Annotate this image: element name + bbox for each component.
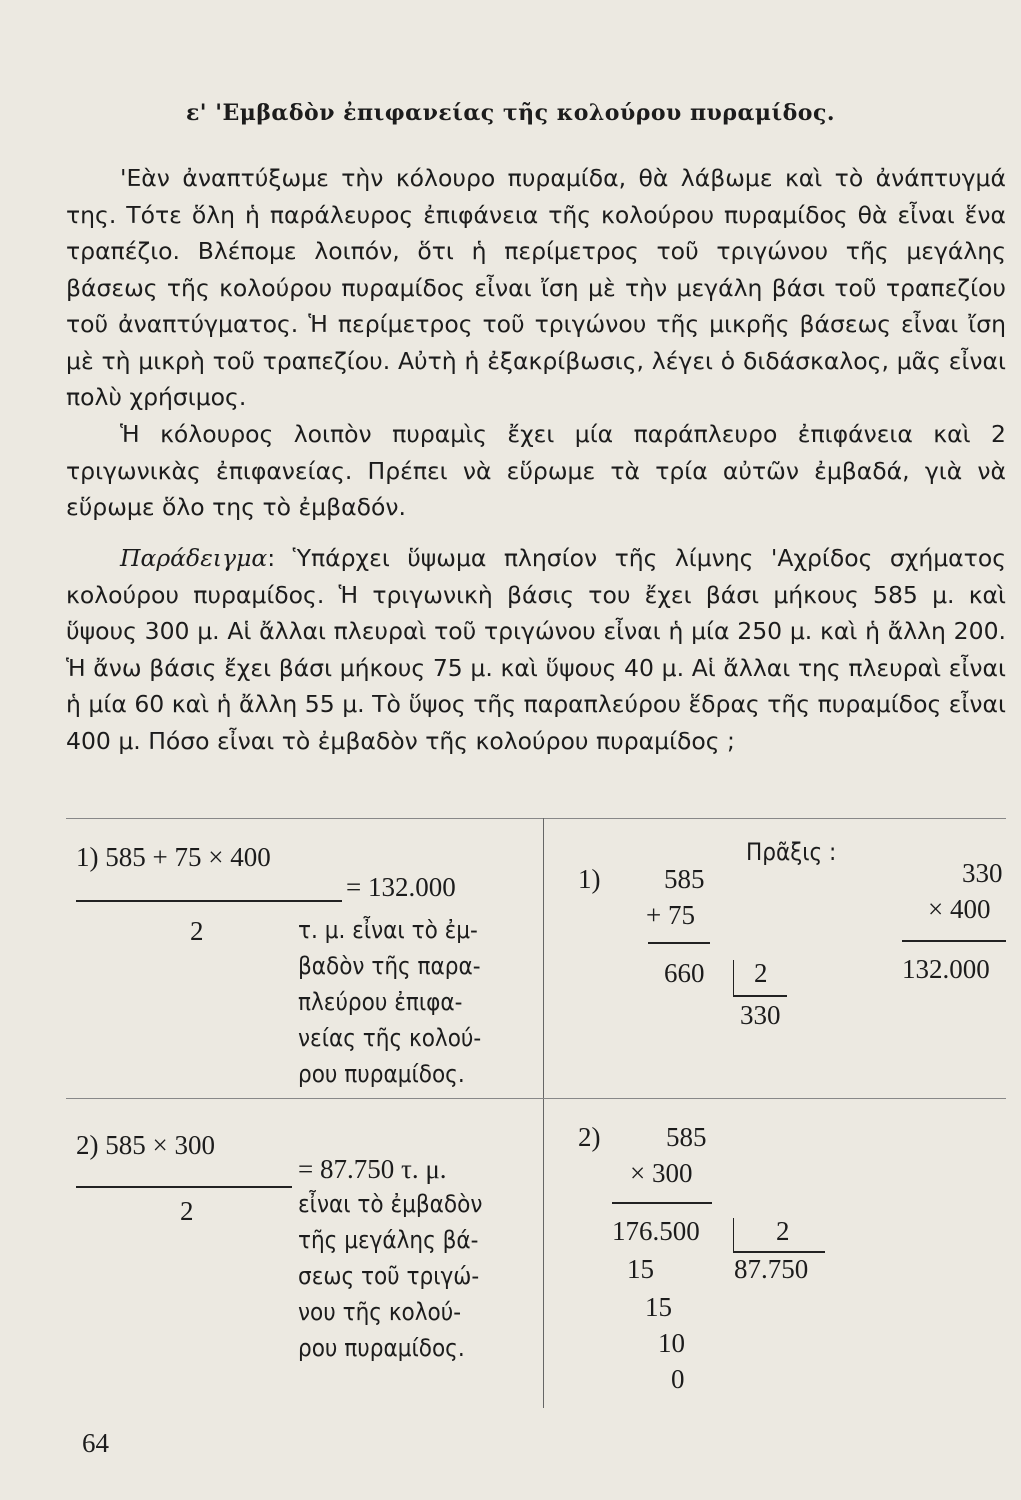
section-heading: ε' 'Εμβαδὸν ἐπιφανείας τῆς κολούρου πυραμίδος.: [185, 100, 836, 126]
calc-1-label: 1): [578, 864, 601, 894]
calc-1-mul-line: [902, 940, 1006, 942]
calc-1-div-vline: [733, 960, 734, 996]
paragraph-example: [66, 540, 1006, 759]
calc-2-step-4: 0: [671, 1364, 685, 1394]
table-middle-rule: [66, 1098, 1006, 1099]
calc-2-step-1: 15: [627, 1254, 654, 1284]
formula-1: 1) 585 + 75 × 400: [76, 842, 271, 872]
fraction-bar-2: [76, 1186, 292, 1188]
desc-1-line-1: τ. μ. εἶναι τὸ ἐμ-: [298, 916, 478, 944]
desc-1-line-4: νείας τῆς κολού-: [298, 1024, 482, 1052]
formula-2: 2) 585 × 300: [76, 1130, 215, 1160]
calc-1-div-divisor: 2: [754, 958, 768, 988]
calc-1-add-top: 585: [664, 864, 705, 894]
calc-1-add-operand: + 75: [646, 900, 695, 930]
calc-2-div-quotient: 87.750: [734, 1254, 809, 1284]
desc-1-line-3: πλεύρου ἐπιφα-: [298, 988, 463, 1016]
divisor-1: 2: [190, 916, 204, 946]
calc-2-div-vline: [733, 1218, 734, 1252]
desc-2-line-1: εἶναι τὸ ἐμβαδὸν: [298, 1190, 483, 1218]
calc-2-mul-result: 176.500: [612, 1216, 700, 1246]
calc-2-label: 2): [578, 1122, 601, 1152]
calc-1-div-quotient: 330: [740, 1000, 781, 1030]
paragraph-surfaces: Ἡ κόλουρος λοιπὸν πυραμὶς ἔχει μία παράπλευρο ἐπιφάνεια καὶ 2 τριγωνικὰς ἐπιφανείας. Πρέπει νὰ εὕρωμε τὰ τρία αὐτῶν ἐμβαδά, γιὰ νὰ εὕρωμε ὅλο της τὸ ἐμβαδόν.: [66, 420, 1006, 521]
calc-2-step-3: 10: [658, 1328, 685, 1358]
calc-2-mul-operand: × 300: [630, 1158, 693, 1188]
result-2: = 87.750 τ. μ.: [298, 1154, 447, 1184]
calc-1-mul-operand: × 400: [928, 894, 991, 924]
calc-1-add-sum: 660: [664, 958, 705, 988]
desc-2-line-4: νου τῆς κολού-: [298, 1298, 462, 1326]
desc-1-line-2: βαδὸν τῆς παρα-: [298, 952, 481, 980]
calc-2-mul-line: [612, 1202, 712, 1204]
paragraph-intro: 'Εὰν ἀναπτύξωμε τὴν κόλουρο πυραμίδα, θὰ λάβωμε καὶ τὸ ἀνάπτυγμά της. Τότε ὅλη ἡ παράλευρος ἐπιφάνεια τῆς κολούρου πυραμίδος θὰ εἶναι ἕνα τραπέζιο. Βλέπομε λοιπόν, ὅτι ἡ περίμετρος τοῦ τριγώνου τῆς μεγάλης βάσεως τῆς κολούρου πυραμίδος εἶναι ἴση μὲ τὴν μεγάλη βάσι τοῦ τραπεζίου τοῦ ἀναπτύγματος. Ἡ περίμετρος τοῦ τριγώνου τῆς μικρῆς βάσεως εἶναι ἴση μὲ τὴ μικρὴ τοῦ τραπεζίου. Αὐτὴ ἡ ἐξακρίβωσις, λέγει ὁ διδάσκαλος, μᾶς εἶναι πολὺ χρήσιμος.: [66, 164, 1006, 411]
desc-1-line-5: ρου πυραμίδος.: [298, 1060, 465, 1088]
table-top-rule: [66, 818, 1006, 819]
fraction-bar-1: [76, 900, 342, 902]
calc-2-step-2: 15: [645, 1292, 672, 1322]
calc-2-div-line: [733, 1251, 825, 1253]
calc-1-mul-result: 132.000: [902, 954, 990, 984]
divisor-2: 2: [180, 1196, 194, 1226]
desc-2-line-3: σεως τοῦ τριγώ-: [298, 1262, 480, 1290]
practice-label: Πρᾶξις :: [746, 838, 837, 866]
example-text: : Ὑπάρχει ὕψωμα πλησίον τῆς λίμνης 'Αχρίδος σχήματος κολούρου πυραμίδος. Ἡ τριγωνικὴ βάσις του ἔχει βάσι μήκους 585 μ. καὶ ὕψους 300 μ. Αἱ ἄλλαι πλευραὶ τοῦ τριγώνου εἶναι ἡ μία 250 μ. καὶ ἡ ἄλλη 200. Ἡ ἄνω βάσις ἔχει βάσι μήκους 75 μ. καὶ ὕψους 40 μ. Αἱ ἄλλαι της πλευραὶ εἶναι ἡ μία 60 καὶ ἡ ἄλλη 55 μ. Τὸ ὕψος τῆς παραπλεύρου ἕδρας τῆς πυραμίδος εἶναι 400 μ. Πόσο εἶναι τὸ ἐμβαδὸν τῆς κολούρου πυραμίδος ;: [66, 544, 1006, 755]
desc-2-line-5: ρου πυραμίδος.: [298, 1334, 465, 1362]
desc-2-line-2: τῆς μεγάλης βά-: [298, 1226, 479, 1254]
calc-1-div-line: [733, 995, 787, 997]
page-number: 64: [82, 1428, 109, 1458]
calc-2-mul-top: 585: [666, 1122, 707, 1152]
calc-1-add-line: [648, 942, 710, 944]
example-label: Παράδειγμα: [120, 544, 268, 572]
table-divider: [543, 818, 544, 1408]
calc-1-mul-top: 330: [962, 858, 1003, 888]
result-1: = 132.000: [346, 872, 456, 902]
calc-2-div-divisor: 2: [776, 1216, 790, 1246]
